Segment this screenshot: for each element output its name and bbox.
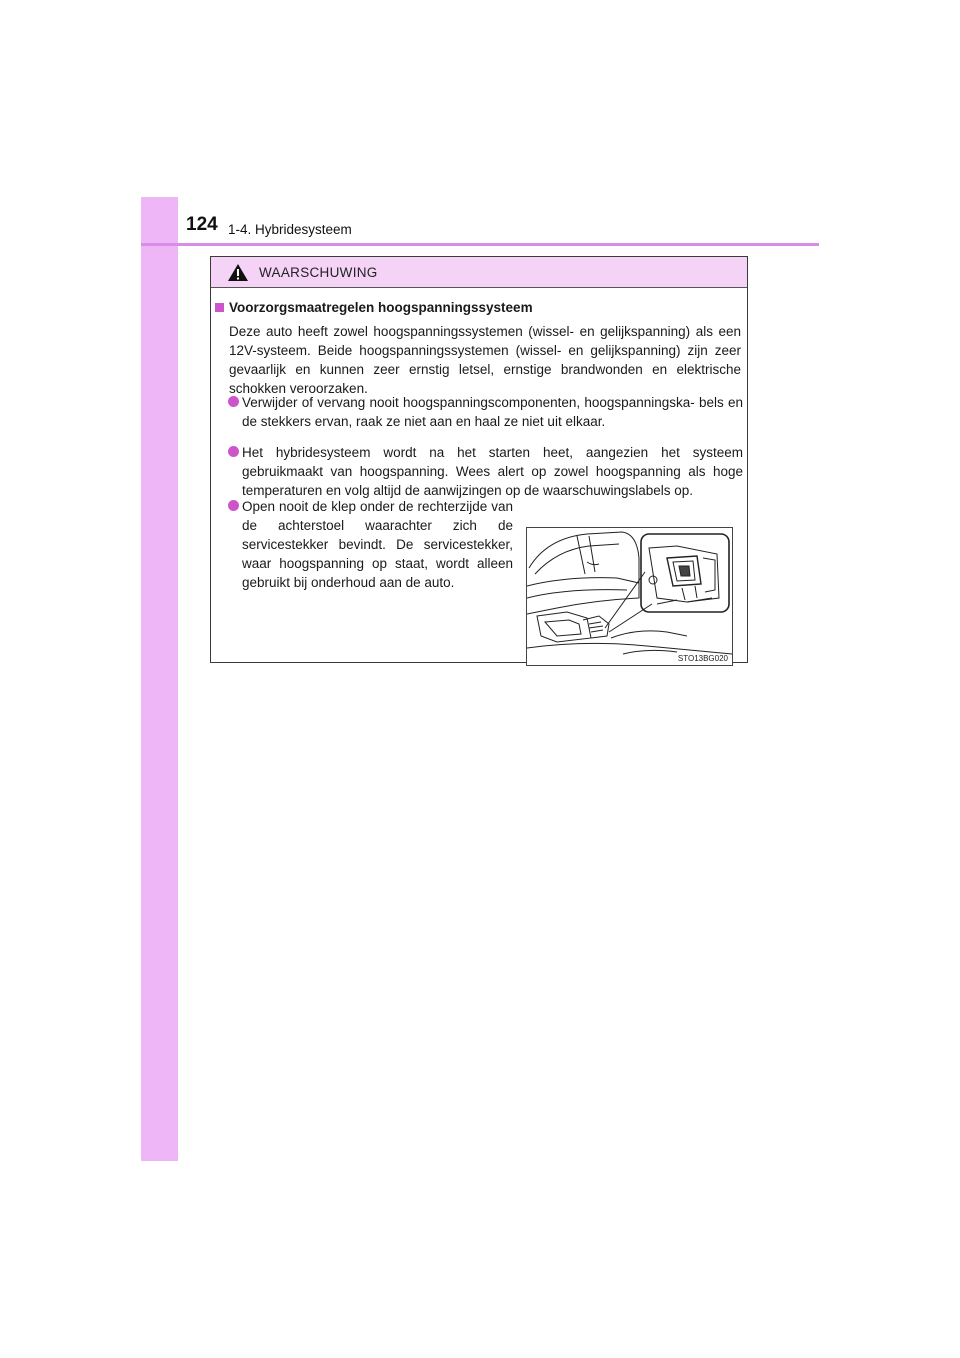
warning-label: WAARSCHUWING — [259, 264, 378, 280]
list-item-text: Het hybridesysteem wordt na het starten heet, aangezien het systeem gebruikmaakt van hoogspanning. Wees alert op zowel hoogspanning als hoge temperaturen en volg altijd de aanwijzingen op de waarschuwingslabels op. — [242, 445, 743, 498]
service-plug-illustration — [526, 527, 733, 666]
intro-paragraph: Deze auto heeft zowel hoogspanningssystemen (wissel- en gelijkspanning) als een 12V-systeem. Beide hoogspanningssystemen (wissel- en gelijkspanning) zijn zeer gevaarlijk en kunnen zeer ernstig letsel, ernstige brandwonden en elektrische schokken veroorzaken. — [229, 324, 741, 396]
circle-bullet-icon — [228, 446, 239, 457]
circle-bullet-icon — [228, 396, 239, 407]
square-bullet-icon — [215, 303, 224, 312]
figure-code: STO13BG020 — [677, 654, 728, 663]
section-title-text: Voorzorgsmaatregelen hoogspanningssysteem — [229, 300, 533, 315]
list-item — [228, 393, 743, 433]
page-number: 124 — [186, 214, 218, 235]
chapter-side-band — [141, 197, 178, 1161]
warning-header — [211, 257, 747, 288]
section-title — [215, 300, 533, 315]
circle-bullet-icon — [228, 500, 239, 511]
list-item-text: Verwijder of vervang nooit hoogspanningscomponenten, hoogspanningska- bels en de stekkers ervan, raak ze niet aan en haal ze niet uit elkaar. — [242, 395, 743, 429]
chapter-title: 1-4. Hybridesysteem — [228, 222, 352, 237]
list-item — [228, 497, 513, 597]
warning-box — [210, 256, 748, 663]
header-rule — [141, 243, 819, 246]
list-item-text: Open nooit de klep onder de rechterzijde van de achterstoel waarachter zich de servicestekker bevindt. De servicestekker, waar hoogspanning op staat, wordt alleen gebruikt bij onderhoud aan de auto. — [242, 499, 513, 590]
list-item — [228, 443, 743, 503]
warning-triangle-icon — [227, 263, 249, 282]
